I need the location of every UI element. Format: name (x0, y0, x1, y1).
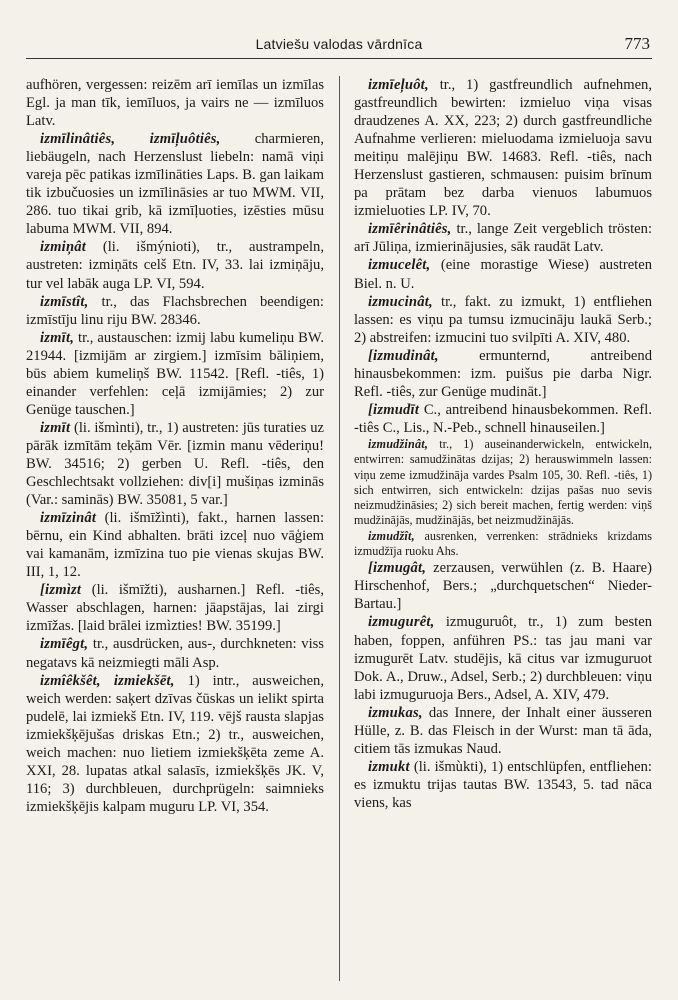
entry-definition: 1) intr., ausweichen, weich werden: saķert dzīvas čūskas un ielikt spirta pudelē, lai izmiekš Etn. IV, 119. vējš rausta slapjas izmiekšķējušas driskas Etn.; 2) tr., ausweichen, weich machen: nuo lietiem izmiekšķēta zeme A. XXI, 28. lupatas atkal salasīs, izmiekšķēs JK. V, 116; 3) durchbleuen, durchprügeln: saimnieks izmiekšķējis kalpam muguru LP. VI, 354. (26, 672, 324, 815)
header-rule (26, 58, 652, 59)
entry-headword: [izmugât, (368, 560, 427, 577)
dictionary-entry (354, 437, 652, 529)
dictionary-entry (354, 220, 652, 256)
column-divider (339, 76, 340, 981)
right-column (354, 76, 652, 981)
entry-headword: [izmìzt (40, 582, 82, 599)
entry-definition: tr., fakt. zu izmukt, 1) entfliehen lassen: es viņu pa tumsu izmucināju laukā Serb.; 2) abstreifen: izmucini tuo svilpīti A. XIV, 480. (354, 293, 652, 346)
entry-headword: izmīt, (40, 329, 75, 346)
entry-definition: (li. išmīžìnti), fakt., harnen lassen: bērnu, ein Kind abhalten. brāti izceļ nuo vāģiem vai kamanām, izmīzina tuo pie vienas skujas BW. III, 1, 12. (26, 510, 324, 581)
entry-headword: izmugurêt, (368, 614, 435, 631)
entry-definition: (eine morastige Wiese) austreten Biel. n. U. (354, 257, 652, 292)
entry-headword: [izmudinât, (368, 347, 439, 364)
dictionary-entry (26, 293, 324, 329)
entry-headword: izmîêkšêt, izmiekšēt, (40, 672, 175, 689)
entry-definition: tr., ausdrücken, aus-, durchkneten: viss negatavs kā neizmiegti māli Asp. (26, 636, 324, 671)
dictionary-entry (354, 76, 652, 220)
dictionary-entry (26, 419, 324, 509)
entry-definition: tr., 1) gastfreundlich aufnehmen, gastfreundlich bewirten: izmieluo viņa visas draudzenes A. XX, 223; 2) durch gastfreundliche Aufnahme verlieren: mieluodama izmieluoja savu meitiņu malējiņu BW. 14683. Refl. -tiês, nach Herzenslust gastieren, schmausen: puisim brīnum pa prātam bez darba vienuos labumuos izmieluoties LP. IV, 70. (354, 77, 652, 220)
page-header (26, 30, 652, 60)
entry-headword: izmucelêt, (368, 257, 431, 274)
dictionary-entry (354, 758, 652, 812)
entry-headword: izmiņât (40, 239, 87, 256)
entry-definition: ausrenken, verrenken: strādnieks krizdams izmudžīja ruoku Ahs. (354, 528, 652, 559)
entry-definition: (li. išmīžti), ausharnen.] Refl. -tiês, Wasser abschlagen, harnen: jāapstājas, lai zirgi izmīžas. [laid brālei izmìzties! BW. 35199.] (26, 582, 324, 635)
dictionary-entry (354, 293, 652, 347)
dictionary-entry (26, 130, 324, 238)
dictionary-entry (354, 347, 652, 401)
entry-definition: das Innere, der Inhalt einer äusseren Hülle, z. B. das Fleisch in der Wurst: man tā āda, citiem tās izmukas Naud. (354, 704, 652, 757)
dictionary-entry (26, 581, 324, 635)
entry-definition: charmieren, liebäugeln, nach Herzenslust liebeln: namā viņi vareja pēc patikas izmīlināties Laps. B. gan laikam tik izbučuosies un izmīlināsies ar tuo MWM. VII, 286. tuo tikai grib, kā izmīļuoties, izēsties mūsu labuma MWM. VII, 894. (26, 131, 324, 238)
entry-definition: (li. išmýnioti), tr., austrampeln, austreten: izmiņāts celš Etn. IV, 33. lai izmiņāju, tur vel labāk auga LP. VI, 594. (26, 239, 324, 292)
entry-headword: izmīlinâtiês, izmīļuôtiês, (40, 131, 221, 148)
entry-headword: [izmudīt (368, 401, 420, 418)
entry-definition: zerzausen, verwühlen (z. B. Haare) Hirschenhof, Bers.; „durchquetschen“ Nieder-Bartau.] (354, 560, 652, 613)
dictionary-entry (26, 238, 324, 292)
dictionary-entry (354, 401, 652, 437)
entry-headword: izmudžinât, (368, 436, 429, 451)
entry-definition: tr., lange Zeit vergeblich trösten: arī Jūliņa, izmierinājusies, sāk raudāt Latv. (354, 221, 652, 256)
entry-definition: tr., austauschen: izmij labu kumeliņu BW. 21944. [izmijām ar zirgiem.] izmīsim bāliņiem, būs abiem kumeliņš BW. 11542. [Refl. -tiês, 1) einander verfehlen: ceļā izmijāmies; 2) zur Genüge tauschen.] (26, 329, 324, 418)
entry-definition: (li. išmìnti), tr., 1) austreten: jūs turaties uz pārāk izmītām teķām Vēr. [izmin manu vēderiņu! BW. 34516; 2) gerben U. Refl. -tiês, den Geschlechtsakt vollziehen: div[i] mušiņas izminās (Var.: saminās) BW. 35081, 5 var.] (26, 419, 324, 509)
entry-headword: izmucinât, (368, 293, 433, 310)
entry-headword: izmīt (40, 419, 71, 436)
entry-headword: izmudžît, (368, 528, 415, 543)
dictionary-columns (26, 76, 652, 981)
entry-definition: tr., das Flachsbrechen beendigen: izmīstīju linu riju BW. 28346. (26, 293, 324, 328)
entry-definition: C., antreibend hinausbekommen. Refl. -tiês C., Lis., N.-Peb., schnell hinauseilen.] (354, 401, 652, 436)
entry-definition: aufhören, vergessen: reizēm arī iemīlas un izmīlas Egl. ja man tīk, iemīluos, ja vairs ne — izmīluos Latv. (26, 77, 324, 130)
dictionary-entry (354, 529, 652, 560)
entry-headword: izmīzinât (40, 510, 97, 527)
entry-headword: izmīstît, (40, 293, 89, 310)
dictionary-entry (26, 672, 324, 816)
dictionary-entry (26, 509, 324, 581)
entry-definition: tr., 1) auseinanderwickeln, entwickeln, entwirren: samudžinātas dzijas; 2) herauswimmeln lassen: viņu zeme izmudžināja vardes Psalm 105, 30. Refl. -tiês, 1) sich entwirren, sich entwickeln: dzijas pašas nuo sevis neizmudžināsies; 2) sich bereit machen, fertig werden: viņš mudžinājās, mudžinājās, bet neizmudžinājās. (354, 436, 652, 528)
page-number: 773 (624, 34, 650, 53)
entry-headword: izmukt (368, 758, 410, 775)
entry-headword: izmīêrinâtiês, (368, 221, 452, 238)
running-head: Latviešu valodas vārdnīca (255, 36, 423, 52)
entry-definition: izmuguruôt, tr., 1) zum besten haben, foppen, anführen PS.: tas jau mani var izmugurēt Latv. studējis, kā citus var izmuguruot Dok. A., Druw., Adsel, Serb.; 2) durchbleuen: viņu labi izmuguruoja Bers., Adsel, A. XIV, 479. (354, 614, 652, 703)
dictionary-entry (26, 76, 324, 130)
entry-headword: izmīêgt, (40, 636, 89, 653)
left-column (26, 76, 324, 981)
dictionary-entry (354, 613, 652, 703)
entry-definition: ermunternd, antreibend hinausbekommen: izm. puišus pie darba Nigr. Refl. -tiês, zur Genüge mudināt.] (354, 347, 652, 400)
entry-definition: (li. išmùkti), 1) entschlüpfen, entfliehen: es izmuktu trijas tautas BW. 13543, 5. tad nāca viens, kas (354, 758, 652, 811)
dictionary-entry (26, 329, 324, 419)
dictionary-entry (354, 256, 652, 292)
entry-headword: izmīeļuôt, (368, 77, 429, 93)
dictionary-entry (354, 704, 652, 758)
entry-headword: izmukas, (368, 704, 423, 721)
dictionary-entry (26, 635, 324, 671)
dictionary-entry (354, 559, 652, 613)
